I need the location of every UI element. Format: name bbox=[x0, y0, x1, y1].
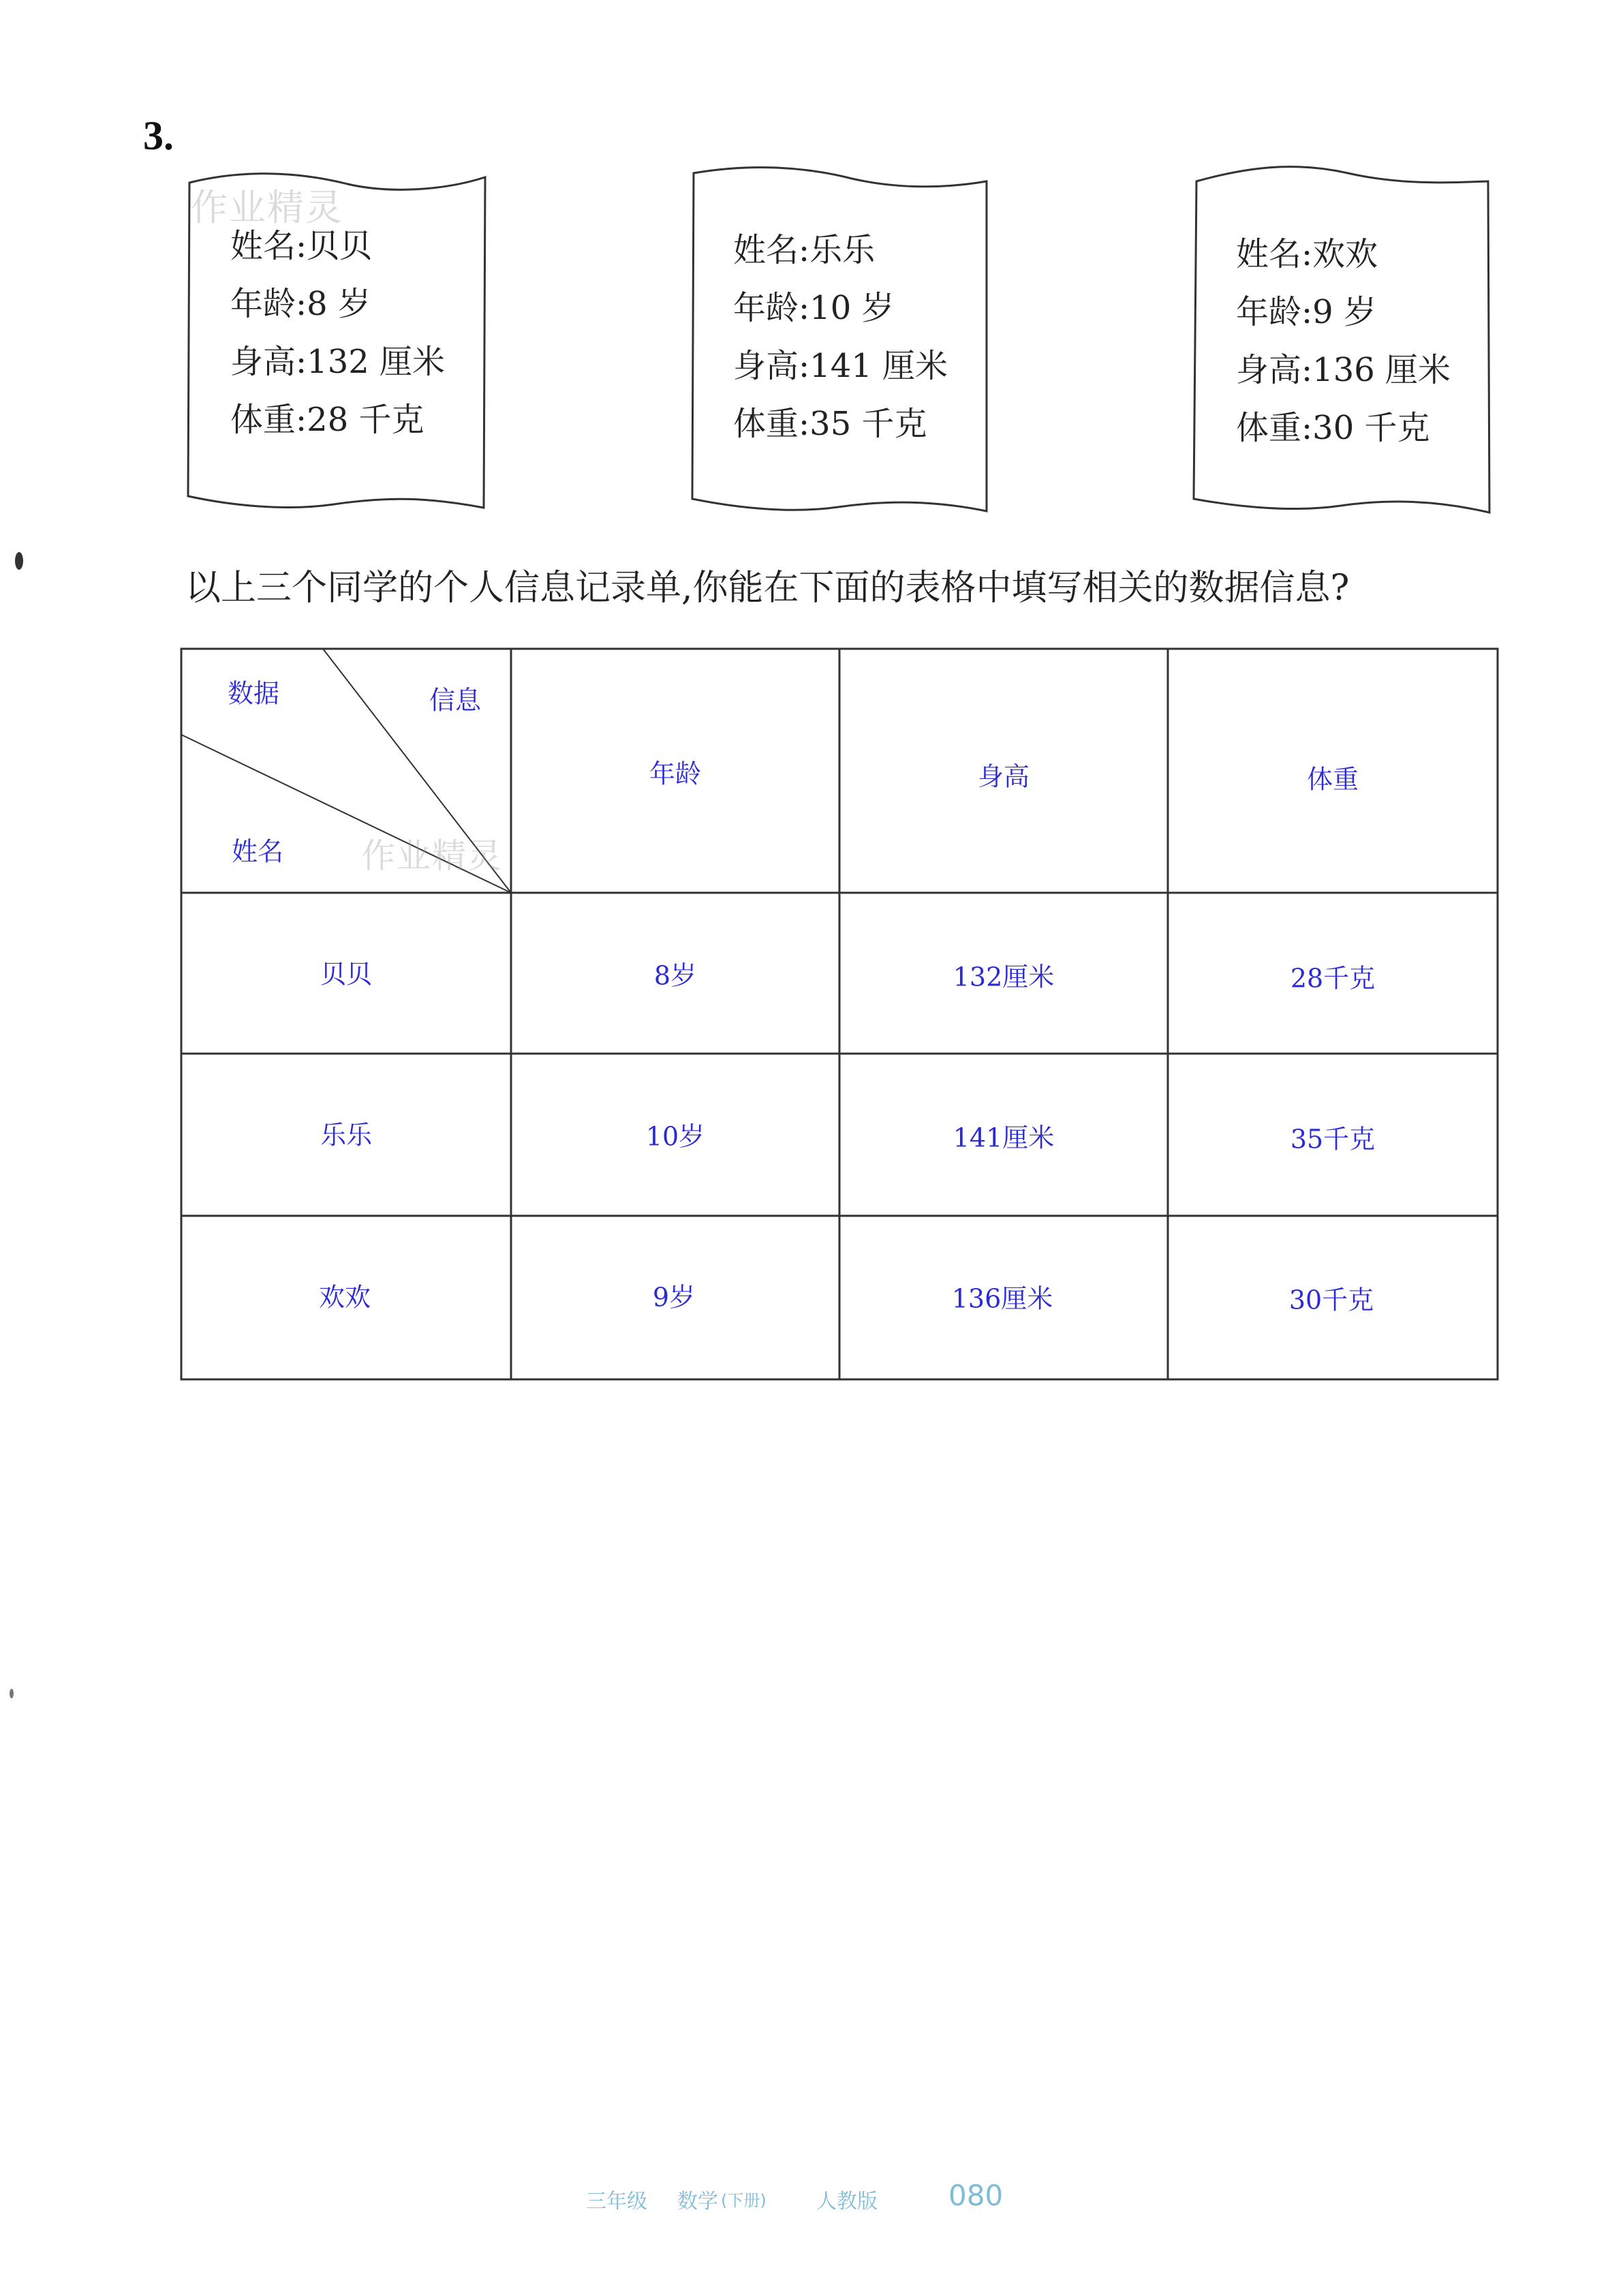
row-name: 乐乐 bbox=[320, 1120, 373, 1150]
table-grid bbox=[180, 646, 1499, 1382]
info-card-beibei bbox=[184, 170, 491, 515]
watermark-logo: 作业精灵 bbox=[191, 186, 343, 229]
question-text: 以上三个同学的个人信息记录单,你能在下面的表格中填写相关的数据信息? bbox=[185, 568, 1350, 609]
card-line-weight: 体重:35 千克 bbox=[733, 405, 927, 443]
card-line-height: 身高:141 厘米 bbox=[733, 347, 948, 385]
footer-subject: 数学 bbox=[677, 2190, 718, 2214]
row-cell-height: 136厘米 bbox=[951, 1283, 1053, 1314]
corner-label-info: 信息 bbox=[429, 685, 482, 716]
data-table bbox=[180, 646, 1499, 1382]
footer-grade: 三年级 bbox=[586, 2190, 647, 2214]
footer-edition: 人教版 bbox=[816, 2190, 878, 2214]
scan-mark bbox=[10, 1689, 14, 1698]
header-weight: 体重 bbox=[1306, 764, 1359, 795]
corner-label-name: 姓名 bbox=[231, 836, 284, 867]
card-line-age: 年龄:10 岁 bbox=[733, 289, 895, 327]
card-line-age: 年龄:9 岁 bbox=[1236, 293, 1376, 331]
card-line-height: 身高:132 厘米 bbox=[230, 343, 446, 381]
card-line-height: 身高:136 厘米 bbox=[1236, 351, 1451, 389]
row-cell-weight: 35千克 bbox=[1290, 1124, 1376, 1154]
watermark-logo: 作业精灵 bbox=[361, 836, 503, 876]
row-cell-weight: 30千克 bbox=[1288, 1285, 1374, 1315]
header-age: 年龄 bbox=[649, 759, 702, 789]
row-cell-weight: 28千克 bbox=[1290, 963, 1376, 994]
row-name: 贝贝 bbox=[320, 959, 373, 990]
card-line-name: 姓名:贝贝 bbox=[230, 227, 373, 265]
row-cell-age: 9岁 bbox=[652, 1282, 696, 1313]
page-footer bbox=[0, 2177, 1608, 2218]
card-line-name: 姓名:欢欢 bbox=[1236, 235, 1378, 273]
scan-mark bbox=[15, 552, 23, 570]
question-number: 3. bbox=[143, 113, 174, 158]
row-cell-age: 8岁 bbox=[653, 960, 697, 991]
card-frame bbox=[1191, 158, 1494, 519]
card-line-weight: 体重:28 千克 bbox=[230, 401, 424, 439]
footer-volume: (下册) bbox=[721, 2191, 767, 2210]
page-number: 080 bbox=[948, 2179, 1004, 2212]
row-cell-age: 10岁 bbox=[645, 1121, 705, 1152]
corner-label-data: 数据 bbox=[227, 678, 280, 709]
info-card-huanhuan bbox=[1191, 158, 1494, 519]
header-height: 身高 bbox=[977, 761, 1030, 792]
row-cell-height: 132厘米 bbox=[953, 962, 1055, 992]
card-line-weight: 体重:30 千克 bbox=[1236, 409, 1430, 447]
card-line-age: 年龄:8 岁 bbox=[230, 285, 371, 323]
row-name: 欢欢 bbox=[318, 1282, 371, 1313]
row-cell-height: 141厘米 bbox=[953, 1122, 1055, 1153]
card-line-name: 姓名:乐乐 bbox=[733, 231, 876, 269]
info-card-lele bbox=[688, 164, 991, 518]
